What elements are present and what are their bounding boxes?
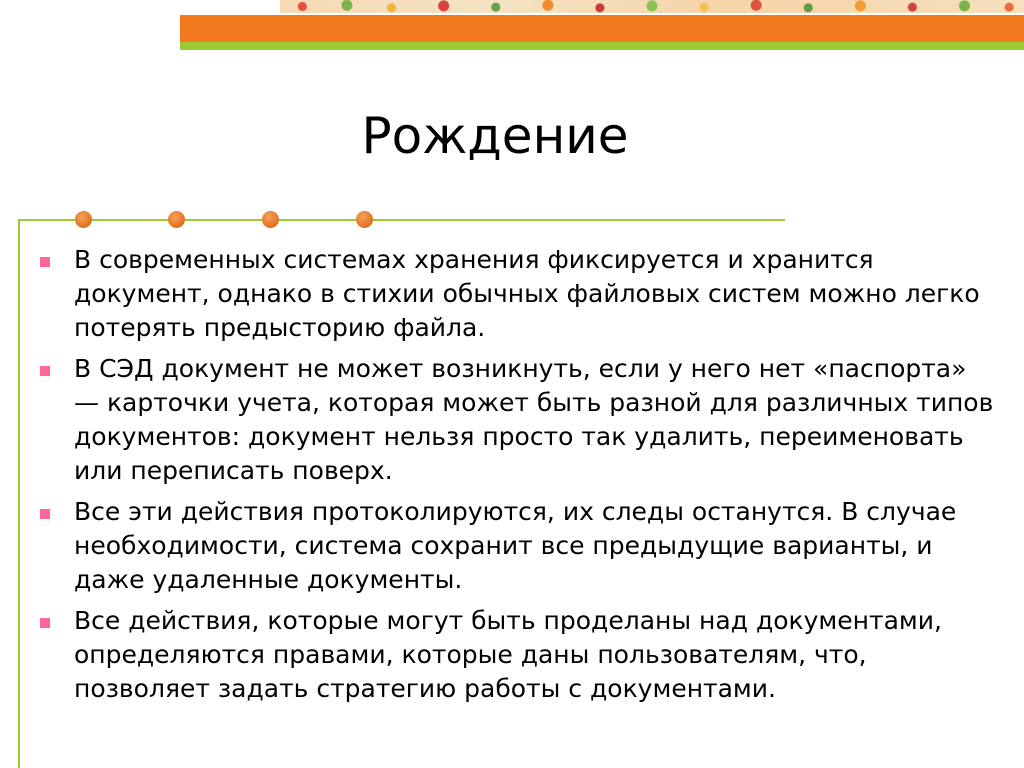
- bullet-text: В современных системах хранения фиксируется и хранится документ, однако в стихии обычных файловых систем можно легко потерять предысторию файла.: [74, 245, 980, 342]
- top-decorative-banner: [180, 0, 1024, 42]
- orange-dot-icon: [168, 211, 185, 228]
- pink-square-bullet-icon: [40, 257, 50, 267]
- list-item: [38, 352, 998, 488]
- bullet-text: Все действия, которые могут быть проделаны над документами, определяются правами, которые даны пользователям, что, позволяет задать стратегию работы с документами.: [74, 606, 942, 703]
- pink-square-bullet-icon: [40, 366, 50, 376]
- list-item: [38, 495, 998, 597]
- title-divider-rule: [18, 219, 785, 221]
- list-item: [38, 243, 998, 345]
- bullet-text: Все эти действия протоколируются, их следы останутся. В случае необходимости, система сохранит все предыдущие варианты, и даже удаленные документы.: [74, 497, 957, 594]
- pink-square-bullet-icon: [40, 509, 50, 519]
- orange-dot-icon: [262, 211, 279, 228]
- left-vertical-rule: [18, 219, 20, 768]
- green-banner-bar: [180, 42, 1024, 50]
- bullet-text: В СЭД документ не может возникнуть, если у него нет «паспорта» — карточки учета, которая может быть разной для различных типов документов: документ нельзя просто так удалить, переименовать или переписать поверх.: [74, 354, 994, 485]
- bullet-list: [38, 243, 998, 713]
- slide-title: Рождение: [361, 107, 629, 165]
- orange-dot-icon: [356, 211, 373, 228]
- flower-strip-image: [280, 0, 1024, 13]
- orange-dot-icon: [75, 211, 92, 228]
- list-item: [38, 604, 998, 706]
- orange-banner-bar: [180, 15, 1024, 42]
- pink-square-bullet-icon: [40, 618, 50, 628]
